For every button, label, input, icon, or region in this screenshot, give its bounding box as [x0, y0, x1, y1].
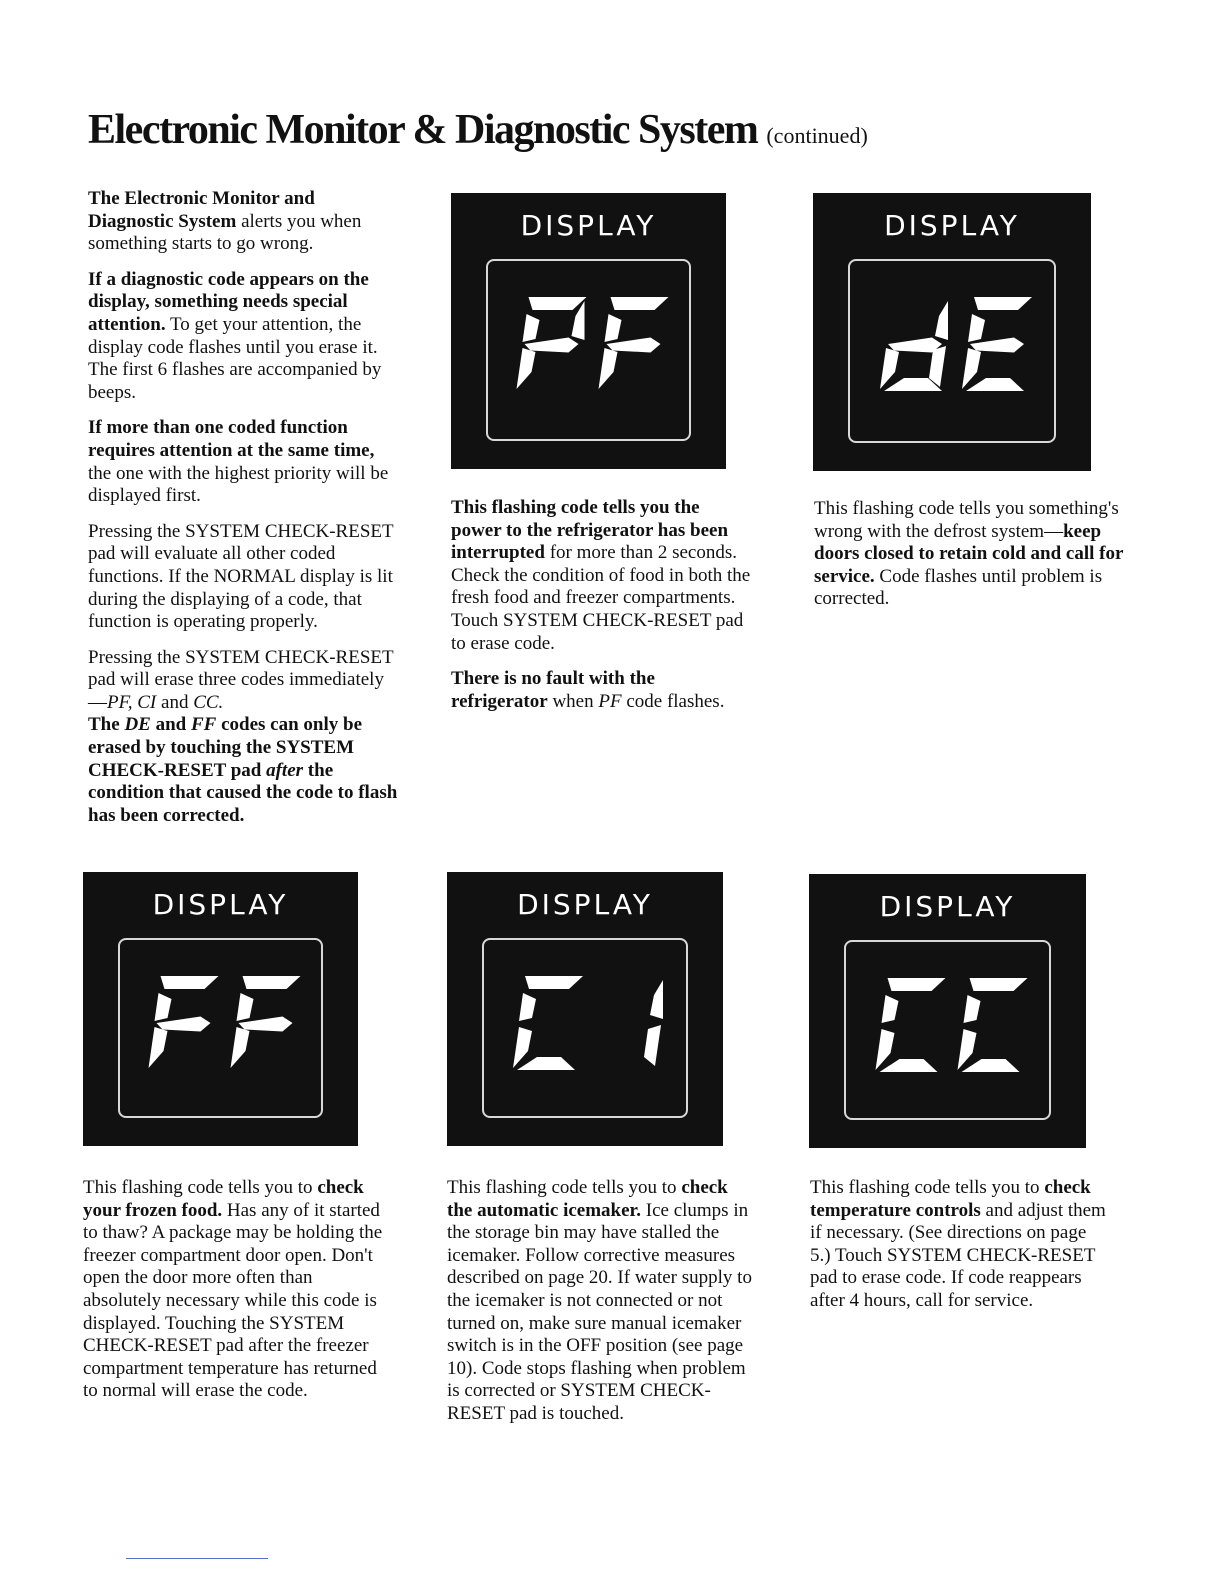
segment-F-f — [237, 993, 254, 1021]
intro-paragraph-3 — [88, 417, 400, 507]
segment-P-a — [529, 297, 587, 310]
intro-p5-and: and — [156, 691, 194, 713]
de-p1-text: This flashing code tells you something's wrong with the defrost system— — [814, 498, 1119, 542]
segment-F-e — [599, 348, 618, 389]
page-title-suffix: (continued) — [766, 123, 868, 148]
ci-p1-bold: check the automatic icemaker. — [447, 1177, 728, 1221]
segment-F-f — [155, 993, 172, 1021]
segment-F-g — [239, 1017, 293, 1032]
segment-P-f — [523, 314, 540, 342]
ff-paragraph-1 — [83, 1177, 383, 1403]
pf-description — [451, 497, 751, 726]
ci-paragraph-1 — [447, 1177, 752, 1426]
ci-description — [447, 1177, 752, 1439]
segment-I-c — [644, 1025, 661, 1066]
segment-C-d — [962, 1059, 1020, 1072]
segment-E-e — [962, 348, 981, 389]
segment-code-pf — [451, 193, 726, 469]
intro-p5-after: after — [266, 759, 304, 781]
cc-description — [810, 1177, 1110, 1326]
display-label: DISPLAY — [879, 890, 1016, 923]
intro-paragraph-2 — [88, 269, 400, 405]
segment-E-a — [974, 297, 1032, 310]
de-description — [814, 498, 1124, 624]
cc-p1-text-2: and adjust them if necessary. (See directions on page 5.) Touch SYSTEM CHECK-RESET pad to erase code. If code reappears after 4 hours, call for service. — [810, 1199, 1106, 1311]
segment-code-cc — [809, 874, 1086, 1148]
ff-description — [83, 1177, 383, 1416]
intro-p5-ff: FF — [190, 714, 217, 736]
segment-E-d — [966, 378, 1024, 391]
display-label: DISPLAY — [152, 888, 289, 921]
segment-C-a — [525, 976, 583, 989]
segment-C-a — [970, 978, 1028, 991]
cc-paragraph-1 — [810, 1177, 1110, 1313]
display-label: DISPLAY — [884, 209, 1020, 242]
segment-code-de — [813, 193, 1091, 471]
segment-d-e — [880, 348, 899, 389]
intro-paragraph-4 — [88, 521, 400, 634]
segment-F-a — [611, 297, 669, 310]
intro-paragraph-1 — [88, 188, 400, 256]
segment-d-b — [935, 301, 948, 340]
intro-p5-bold-2: and — [150, 714, 191, 736]
intro-p5-bold-3: codes can only be erased by touching the SYSTEM CHECK-RESET pad — [88, 714, 363, 781]
pf-p2-text: when — [547, 690, 599, 712]
segment-C-a — [888, 978, 946, 991]
segment-I-b — [650, 980, 663, 1019]
ff-p1-text: This flashing code tells you to — [83, 1177, 318, 1198]
segment-C-f — [964, 995, 981, 1023]
segment-E-g — [970, 338, 1024, 353]
pf-p1-text: for more than 2 seconds. Check the condition of food in both the fresh food and freezer compartments. Touch SYSTEM CHECK-RESET pad to erase code. — [451, 542, 751, 654]
display-panel-ff — [83, 872, 358, 1146]
segment-F-f — [605, 314, 622, 342]
segment-E-f — [968, 314, 985, 342]
segment-C-f — [519, 993, 536, 1021]
intro-p5-bold-4: the condition that caused the code to flash has been corrected. — [88, 759, 398, 826]
cc-p1-text: This flashing code tells you to — [810, 1177, 1045, 1198]
display-panel-cc — [809, 874, 1086, 1148]
de-p1-text-2: Code flashes until problem is corrected. — [814, 565, 1103, 610]
display-label: DISPLAY — [520, 209, 657, 242]
intro-p2-bold: If a diagnostic code appears on the display, something needs special attention. — [88, 268, 369, 335]
segment-F-g — [157, 1017, 211, 1032]
ci-p1-text-2: Ice clumps in the storage bin may have stalled the icemaker. Follow corrective measures described on page 20. If water supply to the icemaker is not connected or not turned on, make sure manual icemaker switch is in the OFF position (see page 10). Code stops flashing when problem is corrected or SYSTEM CHECK-RESET pad is touched. — [447, 1199, 752, 1424]
intro-p5-codes-2: CC. — [193, 691, 224, 713]
segment-C-e — [513, 1027, 532, 1068]
intro-paragraph-5 — [88, 647, 400, 828]
intro-p2-text: To get your attention, the display code flashes until you erase it. The first 6 flashes are accompanied by beeps. — [88, 313, 382, 403]
display-panel-ci — [447, 872, 723, 1146]
segment-P-e — [517, 348, 536, 389]
display-label: DISPLAY — [517, 888, 653, 921]
segment-d-g — [888, 338, 942, 353]
pf-p1-bold: This flashing code tells you the power to the refrigerator has been interrupted — [451, 497, 729, 564]
ff-p1-text-2: Has any of it started to thaw? A package may be holding the freezer compartment door open. Don't open the door more often than absolutely necessary while this code is displayed. Touching the SYSTEM CHECK-RESET pad after the freezer compartment temperature has returned to normal will erase the code. — [83, 1199, 383, 1402]
segment-C-e — [876, 1029, 895, 1070]
pf-p2-bold: There is no fault with the refrigerator — [451, 668, 655, 712]
intro-p3-bold: If more than one coded function requires attention at the same time, — [88, 417, 375, 461]
segment-C-d — [880, 1059, 938, 1072]
segment-F-e — [149, 1027, 168, 1068]
segment-code-ff — [83, 872, 358, 1146]
intro-p5-bold-1: The — [88, 714, 125, 736]
segment-F-a — [161, 976, 219, 989]
segment-F-a — [243, 976, 301, 989]
segment-P-g — [525, 338, 579, 353]
intro-column — [88, 188, 400, 840]
intro-p5-codes-1: PF, CI — [107, 691, 157, 713]
display-panel-pf — [451, 193, 726, 469]
intro-p5-de: DE — [124, 714, 151, 736]
page-title — [88, 106, 868, 154]
page-title-main: Electronic Monitor & Diagnostic System — [88, 107, 758, 153]
footer-rule — [126, 1558, 268, 1559]
pf-p2-text-2: code flashes. — [621, 690, 725, 712]
segment-F-e — [231, 1027, 250, 1068]
segment-C-d — [517, 1057, 575, 1070]
segment-F-g — [607, 338, 661, 353]
cc-p1-bold: check temperature controls — [810, 1177, 1091, 1221]
ci-p1-text: This flashing code tells you to — [447, 1177, 682, 1198]
intro-p5-text: Pressing the SYSTEM CHECK-RESET pad will erase three codes immediately— — [88, 646, 394, 713]
de-paragraph-1 — [814, 498, 1124, 611]
ff-p1-bold: check your frozen food. — [83, 1177, 364, 1221]
intro-p3-text: the one with the highest priority will be displayed first. — [88, 462, 389, 507]
display-panel-de — [813, 193, 1091, 471]
intro-p1-bold: The Electronic Monitor and Diagnostic System — [88, 188, 315, 232]
pf-p2-code: PF — [598, 690, 622, 712]
segment-C-e — [958, 1029, 977, 1070]
intro-p4-text: Pressing the SYSTEM CHECK-RESET pad will evaluate all other coded functions. If the NORMAL display is lit during the displaying of a code, that function is operating properly. — [88, 520, 394, 633]
pf-paragraph-1 — [451, 497, 751, 655]
segment-C-f — [882, 995, 899, 1023]
de-p1-bold: keep doors closed to retain cold and call for service. — [814, 520, 1124, 587]
pf-paragraph-2 — [451, 668, 751, 713]
intro-p1-text: alerts you when something starts to go wrong. — [88, 210, 362, 255]
segment-code-ci — [447, 872, 723, 1146]
